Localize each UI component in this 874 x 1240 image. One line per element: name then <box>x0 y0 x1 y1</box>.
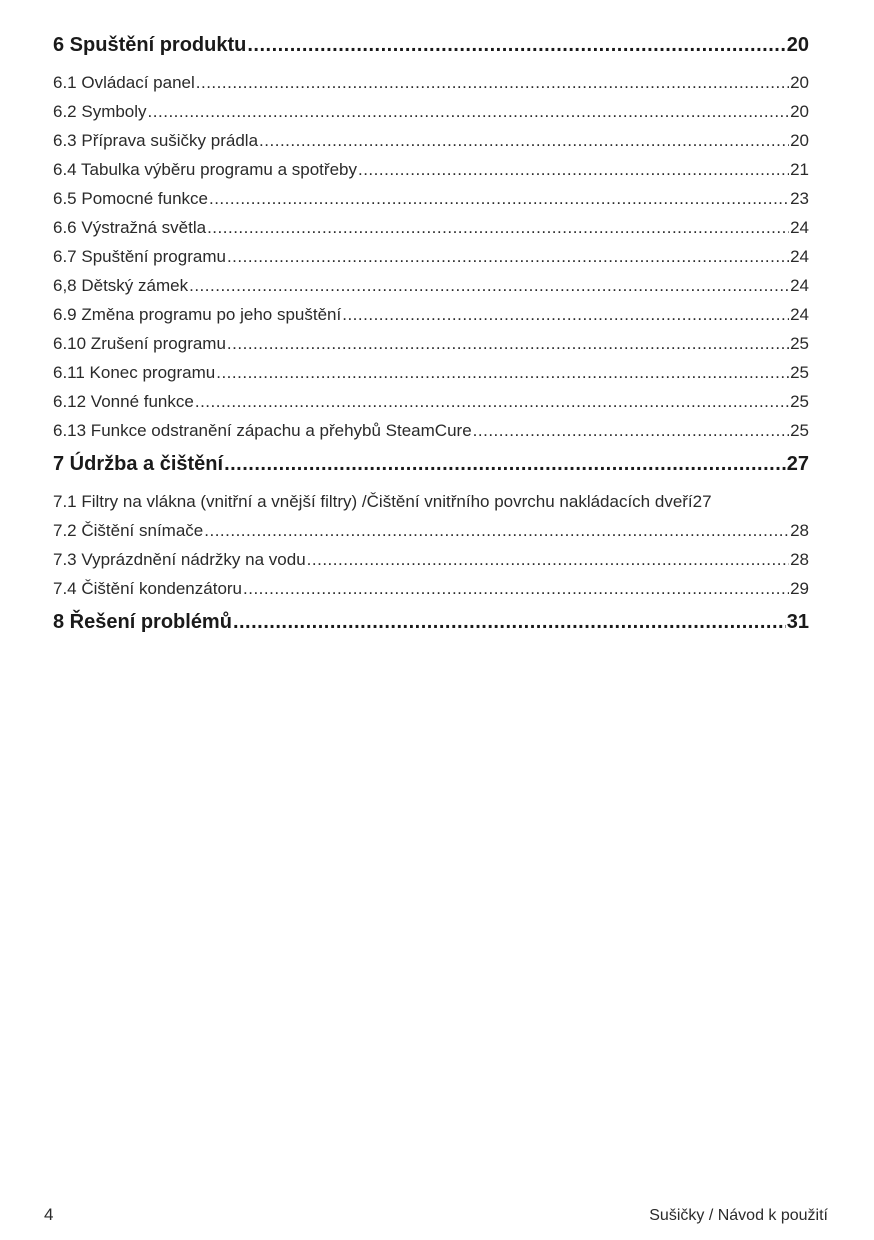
toc-entry-label: 6 Spuštění produktu <box>53 34 247 56</box>
dot-leader <box>247 28 785 62</box>
toc-section-entry <box>53 329 809 358</box>
dot-leader <box>216 358 789 387</box>
toc-entry-label: 6.7 Spuštění programu <box>53 247 226 266</box>
toc-entry-label: 8 Řešení problémů <box>53 611 232 633</box>
toc-entry-label: 6.13 Funkce odstranění zápachu a přehybů SteamCure <box>53 421 472 440</box>
toc-entry-label: 6.3 Příprava sušičky prádla <box>53 131 259 150</box>
dot-leader <box>209 184 789 213</box>
dot-leader <box>195 387 789 416</box>
toc-chapter-entry <box>53 28 809 62</box>
toc-chapter-entry <box>53 605 809 639</box>
toc-entry-page: 20 <box>790 102 809 121</box>
dot-leader <box>148 97 790 126</box>
toc-entry-label: 6.1 Ovládací panel <box>53 73 195 92</box>
toc-section-entry <box>53 213 809 242</box>
toc-section-entry <box>53 487 809 516</box>
footer-title: Sušičky / Návod k použití <box>649 1207 828 1224</box>
toc-entry-label: 6.5 Pomocné funkce <box>53 189 208 208</box>
dot-leader <box>207 213 789 242</box>
dot-leader <box>259 126 789 155</box>
toc-entry-label: 6.2 Symboly <box>53 102 147 121</box>
toc-entry-page: 31 <box>786 611 809 633</box>
toc-section-entry <box>53 387 809 416</box>
table-of-contents <box>53 28 809 639</box>
toc-section-entry <box>53 300 809 329</box>
dot-leader <box>227 329 789 358</box>
toc-section-entry <box>53 545 809 574</box>
toc-entry-page: 25 <box>790 392 809 411</box>
toc-section-entry <box>53 242 809 271</box>
toc-entry-page: 24 <box>790 247 809 266</box>
toc-entry-label: 6.9 Změna programu po jeho spuštění <box>53 305 342 324</box>
toc-entry-page: 28 <box>790 521 809 540</box>
dot-leader <box>307 545 789 574</box>
dot-leader <box>204 516 789 545</box>
toc-entry-label: 7.1 Filtry na vlákna (vnitřní a vnější filtry) /Čištění vnitřního povrchu nakládacích dveří <box>53 492 693 511</box>
dot-leader <box>224 447 786 481</box>
toc-entry-label: 6.4 Tabulka výběru programu a spotřeby <box>53 160 357 179</box>
toc-entry-page: 24 <box>790 276 809 295</box>
toc-entry-page: 20 <box>786 34 809 56</box>
toc-entry-label: 6.10 Zrušení programu <box>53 334 226 353</box>
toc-entry-page: 23 <box>790 189 809 208</box>
toc-entry-label: 7.3 Vyprázdnění nádržky na vodu <box>53 550 306 569</box>
page-number: 4 <box>44 1205 54 1224</box>
toc-entry-page: 24 <box>790 305 809 324</box>
toc-section-entry <box>53 358 809 387</box>
toc-section-entry <box>53 271 809 300</box>
dot-leader <box>189 271 789 300</box>
toc-section-entry <box>53 574 809 603</box>
dot-leader <box>342 300 789 329</box>
toc-entry-page: 21 <box>790 160 809 179</box>
toc-entry-page: 27 <box>786 453 809 475</box>
dot-leader <box>227 242 789 271</box>
toc-section-entry <box>53 155 809 184</box>
toc-entry-label: 7.4 Čištění kondenzátoru <box>53 579 243 598</box>
toc-section-entry <box>53 126 809 155</box>
toc-entry-page: 25 <box>790 363 809 382</box>
toc-entry-page: 24 <box>790 218 809 237</box>
dot-leader <box>233 605 786 639</box>
dot-leader <box>473 416 789 445</box>
toc-entry-label: 6.11 Konec programu <box>53 363 216 382</box>
toc-section-entry <box>53 416 809 445</box>
dot-leader <box>196 68 789 97</box>
toc-entry-page: 29 <box>790 579 809 598</box>
toc-entry-page: 28 <box>790 550 809 569</box>
toc-entry-label: 7 Údržba a čištění <box>53 453 224 475</box>
dot-leader <box>243 574 789 603</box>
toc-section-entry <box>53 68 809 97</box>
toc-chapter-entry <box>53 447 809 481</box>
toc-section-entry <box>53 97 809 126</box>
toc-entry-page: 25 <box>790 421 809 440</box>
toc-entry-page: 20 <box>790 131 809 150</box>
toc-entry-page: 20 <box>790 73 809 92</box>
toc-entry-label: 6.12 Vonné funkce <box>53 392 194 411</box>
toc-entry-label: 7.2 Čištění snímače <box>53 521 204 540</box>
toc-entry-label: 6.6 Výstražná světla <box>53 218 207 237</box>
toc-section-entry <box>53 184 809 213</box>
toc-entry-page: 25 <box>790 334 809 353</box>
toc-section-entry <box>53 516 809 545</box>
dot-leader <box>358 155 789 184</box>
toc-entry-label: 6,8 Dětský zámek <box>53 276 189 295</box>
toc-entry-page: 27 <box>692 492 712 511</box>
